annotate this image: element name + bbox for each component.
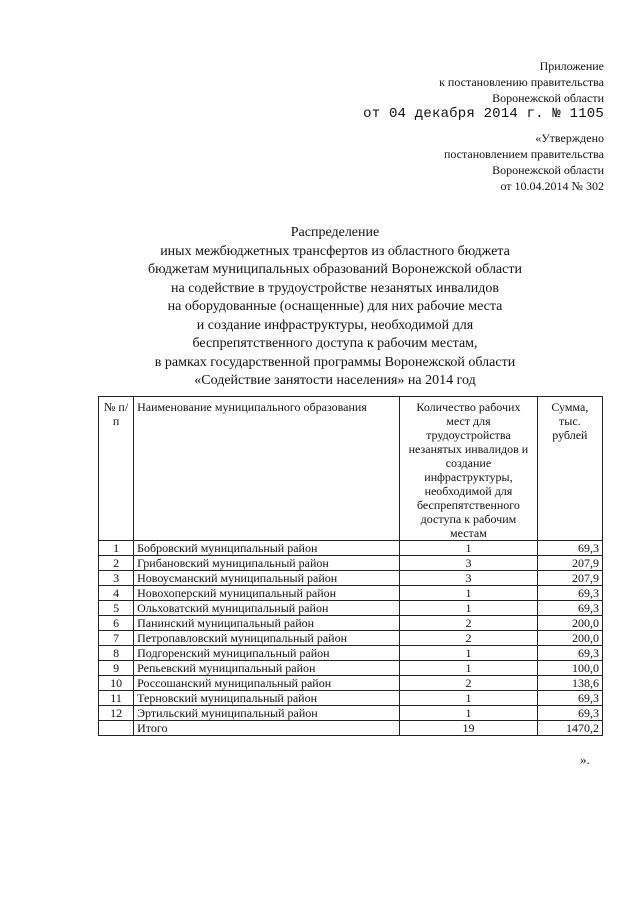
cell-name: Россошанский муниципальный район xyxy=(134,676,400,691)
approved-line: «Утверждено xyxy=(535,131,604,145)
total-num xyxy=(99,721,134,736)
cell-num: 3 xyxy=(99,571,134,586)
cell-sum: 207,9 xyxy=(537,556,602,571)
cell-sum: 200,0 xyxy=(537,616,602,631)
table-row xyxy=(99,556,603,571)
table-total-row xyxy=(99,721,603,736)
title-line: на оборудованные (оснащенные) для них рабочие места xyxy=(167,299,503,314)
cell-sum: 207,9 xyxy=(537,571,602,586)
approved-line: постановлением правительства xyxy=(443,147,604,161)
cell-num: 10 xyxy=(99,676,134,691)
cell-sum: 69,3 xyxy=(537,691,602,706)
title-line: иных межбюджетных трансфертов из областного бюджета xyxy=(160,243,510,259)
cell-qty: 1 xyxy=(400,601,538,616)
cell-sum: 138,6 xyxy=(537,676,602,691)
cell-sum: 69,3 xyxy=(537,706,602,721)
appendix-header xyxy=(439,58,604,106)
title-line: беспрепятственного доступа к рабочим местам, xyxy=(192,336,478,351)
table-row xyxy=(99,586,603,601)
cell-sum: 69,3 xyxy=(537,586,602,601)
distribution-table xyxy=(98,396,603,736)
document-title xyxy=(100,224,570,391)
table-row xyxy=(99,601,603,616)
cell-num: 9 xyxy=(99,661,134,676)
cell-num: 8 xyxy=(99,646,134,661)
table-row xyxy=(99,631,603,646)
approved-line: от 10.04.2014 № 302 xyxy=(500,179,604,193)
cell-name: Подгоренский муниципальный район xyxy=(134,646,400,661)
cell-name: Ольховатский муниципальный район xyxy=(134,601,400,616)
cell-qty: 2 xyxy=(400,631,538,646)
cell-qty: 2 xyxy=(400,676,538,691)
header-num: № п/ п xyxy=(99,397,134,541)
cell-num: 5 xyxy=(99,601,134,616)
cell-qty: 1 xyxy=(400,646,538,661)
appendix-line: к постановлению правительства xyxy=(439,75,604,89)
table-row xyxy=(99,646,603,661)
table-header-row xyxy=(99,397,603,541)
cell-sum: 69,3 xyxy=(537,646,602,661)
cell-num: 12 xyxy=(99,706,134,721)
cell-num: 1 xyxy=(99,541,134,556)
title-line: бюджетам муниципальных образований Воронежской области xyxy=(148,262,522,277)
cell-qty: 3 xyxy=(400,556,538,571)
closing-quote: ». xyxy=(580,752,590,767)
decree-date-number: от 04 декабря 2014 г. № 1105 xyxy=(363,106,604,122)
cell-num: 4 xyxy=(99,586,134,601)
cell-num: 2 xyxy=(99,556,134,571)
total-label: Итого xyxy=(134,721,400,736)
cell-qty: 1 xyxy=(400,706,538,721)
cell-sum: 200,0 xyxy=(537,631,602,646)
header-sum: Сумма, тыс. рублей xyxy=(537,397,602,541)
header-qty: Количество рабочих мест для трудоустройства незанятых инвалидов и создание инфраструктуры, необходимой для беспрепятственного доступа к рабочим местам xyxy=(400,397,538,541)
table-row xyxy=(99,691,603,706)
cell-num: 6 xyxy=(99,616,134,631)
cell-name: Петропавловский муниципальный район xyxy=(134,631,400,646)
cell-qty: 1 xyxy=(400,661,538,676)
cell-name: Репьевский муниципальный район xyxy=(134,661,400,676)
cell-qty: 2 xyxy=(400,616,538,631)
cell-name: Грибановский муниципальный район xyxy=(134,556,400,571)
appendix-line: Воронежской области xyxy=(492,91,604,105)
title-line: в рамках государственной программы Воронежской области xyxy=(154,354,516,370)
total-qty: 19 xyxy=(400,721,538,736)
cell-qty: 1 xyxy=(400,691,538,706)
cell-qty: 1 xyxy=(400,541,538,556)
table-row xyxy=(99,706,603,721)
title-line: Распределение xyxy=(290,225,380,240)
appendix-line: Приложение xyxy=(539,59,604,73)
table-row xyxy=(99,676,603,691)
cell-sum: 100,0 xyxy=(537,661,602,676)
approved-block xyxy=(444,130,604,194)
cell-num: 7 xyxy=(99,631,134,646)
cell-sum: 69,3 xyxy=(537,541,602,556)
cell-name: Бобровский муниципальный район xyxy=(134,541,400,556)
cell-name: Панинский муниципальный район xyxy=(134,616,400,631)
cell-name: Новохоперский муниципальный район xyxy=(134,586,400,601)
cell-name: Новоусманский муниципальный район xyxy=(134,571,400,586)
table-row xyxy=(99,541,603,556)
total-sum: 1470,2 xyxy=(537,721,602,736)
title-line: и создание инфраструктуры, необходимой для xyxy=(196,317,474,333)
cell-name: Терновский муниципальный район xyxy=(134,691,400,706)
cell-name: Эртильский муниципальный район xyxy=(134,706,400,721)
title-line: «Содействие занятости населения» на 2014 год xyxy=(194,373,476,388)
title-line: на содействие в трудоустройстве незанятых инвалидов xyxy=(170,280,500,296)
approved-line: Воронежской области xyxy=(492,163,604,177)
header-name: Наименование муниципального образования xyxy=(134,397,400,541)
table-row xyxy=(99,571,603,586)
cell-sum: 69,3 xyxy=(537,601,602,616)
cell-qty: 3 xyxy=(400,571,538,586)
table-row xyxy=(99,616,603,631)
cell-qty: 1 xyxy=(400,586,538,601)
table-row xyxy=(99,661,603,676)
cell-num: 11 xyxy=(99,691,134,706)
